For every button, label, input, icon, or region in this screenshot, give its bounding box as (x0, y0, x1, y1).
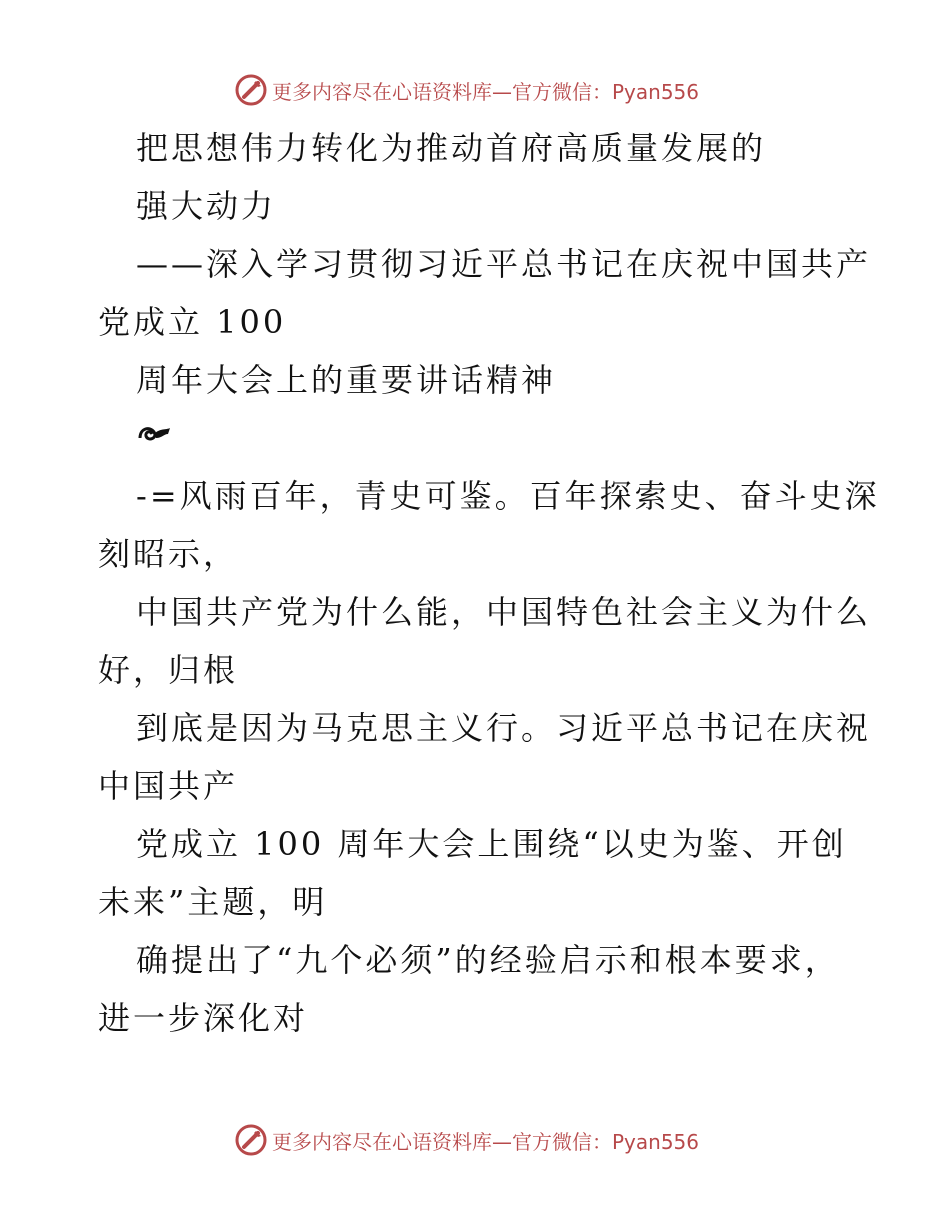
pen-logo-icon (234, 1123, 268, 1157)
header-brand (234, 70, 699, 110)
pen-logo-icon (234, 73, 268, 107)
paragraph-line-4: 好，归根 (98, 651, 239, 689)
paragraph-line-6: 中国共产 (98, 767, 239, 805)
paragraph-line-10: 进一步深化对 (98, 999, 309, 1037)
ornament-icon (136, 418, 176, 459)
title-line-2: 强大动力 (136, 187, 277, 225)
paragraph-line-1: -=风雨百年，青史可鉴。百年探索史、奋斗史深 (136, 477, 880, 515)
footer-brand-text: 更多内容尽在心语资料库—官方微信：Pyan556 (272, 1129, 700, 1154)
paragraph-line-5: 到底是因为马克思主义行。习近平总书记在庆祝 (136, 709, 872, 747)
page-header (0, 70, 950, 110)
paragraph-line-8: 未来”主题，明 (98, 883, 328, 921)
paragraph-line-2: 刻昭示， (98, 535, 239, 573)
title-line-1: 把思想伟力转化为推动首府高质量发展的 (136, 129, 767, 167)
page-footer (0, 1120, 950, 1160)
paragraph-line-3: 中国共产党为什么能，中国特色社会主义为什么 (136, 593, 872, 631)
paragraph-line-9: 确提出了“九个必须”的经验启示和根本要求， (136, 941, 840, 979)
subtitle-line-3: 周年大会上的重要讲话精神 (136, 361, 557, 399)
footer-brand (234, 1120, 699, 1160)
header-brand-text: 更多内容尽在心语资料库—官方微信：Pyan556 (272, 79, 700, 104)
subtitle-line-2: 党成立 100 (98, 303, 287, 341)
subtitle-line-1: ——深入学习贯彻习近平总书记在庆祝中国共产 (136, 245, 872, 283)
paragraph-line-7: 党成立 100 周年大会上围绕“以史为鉴、开创 (136, 825, 847, 863)
